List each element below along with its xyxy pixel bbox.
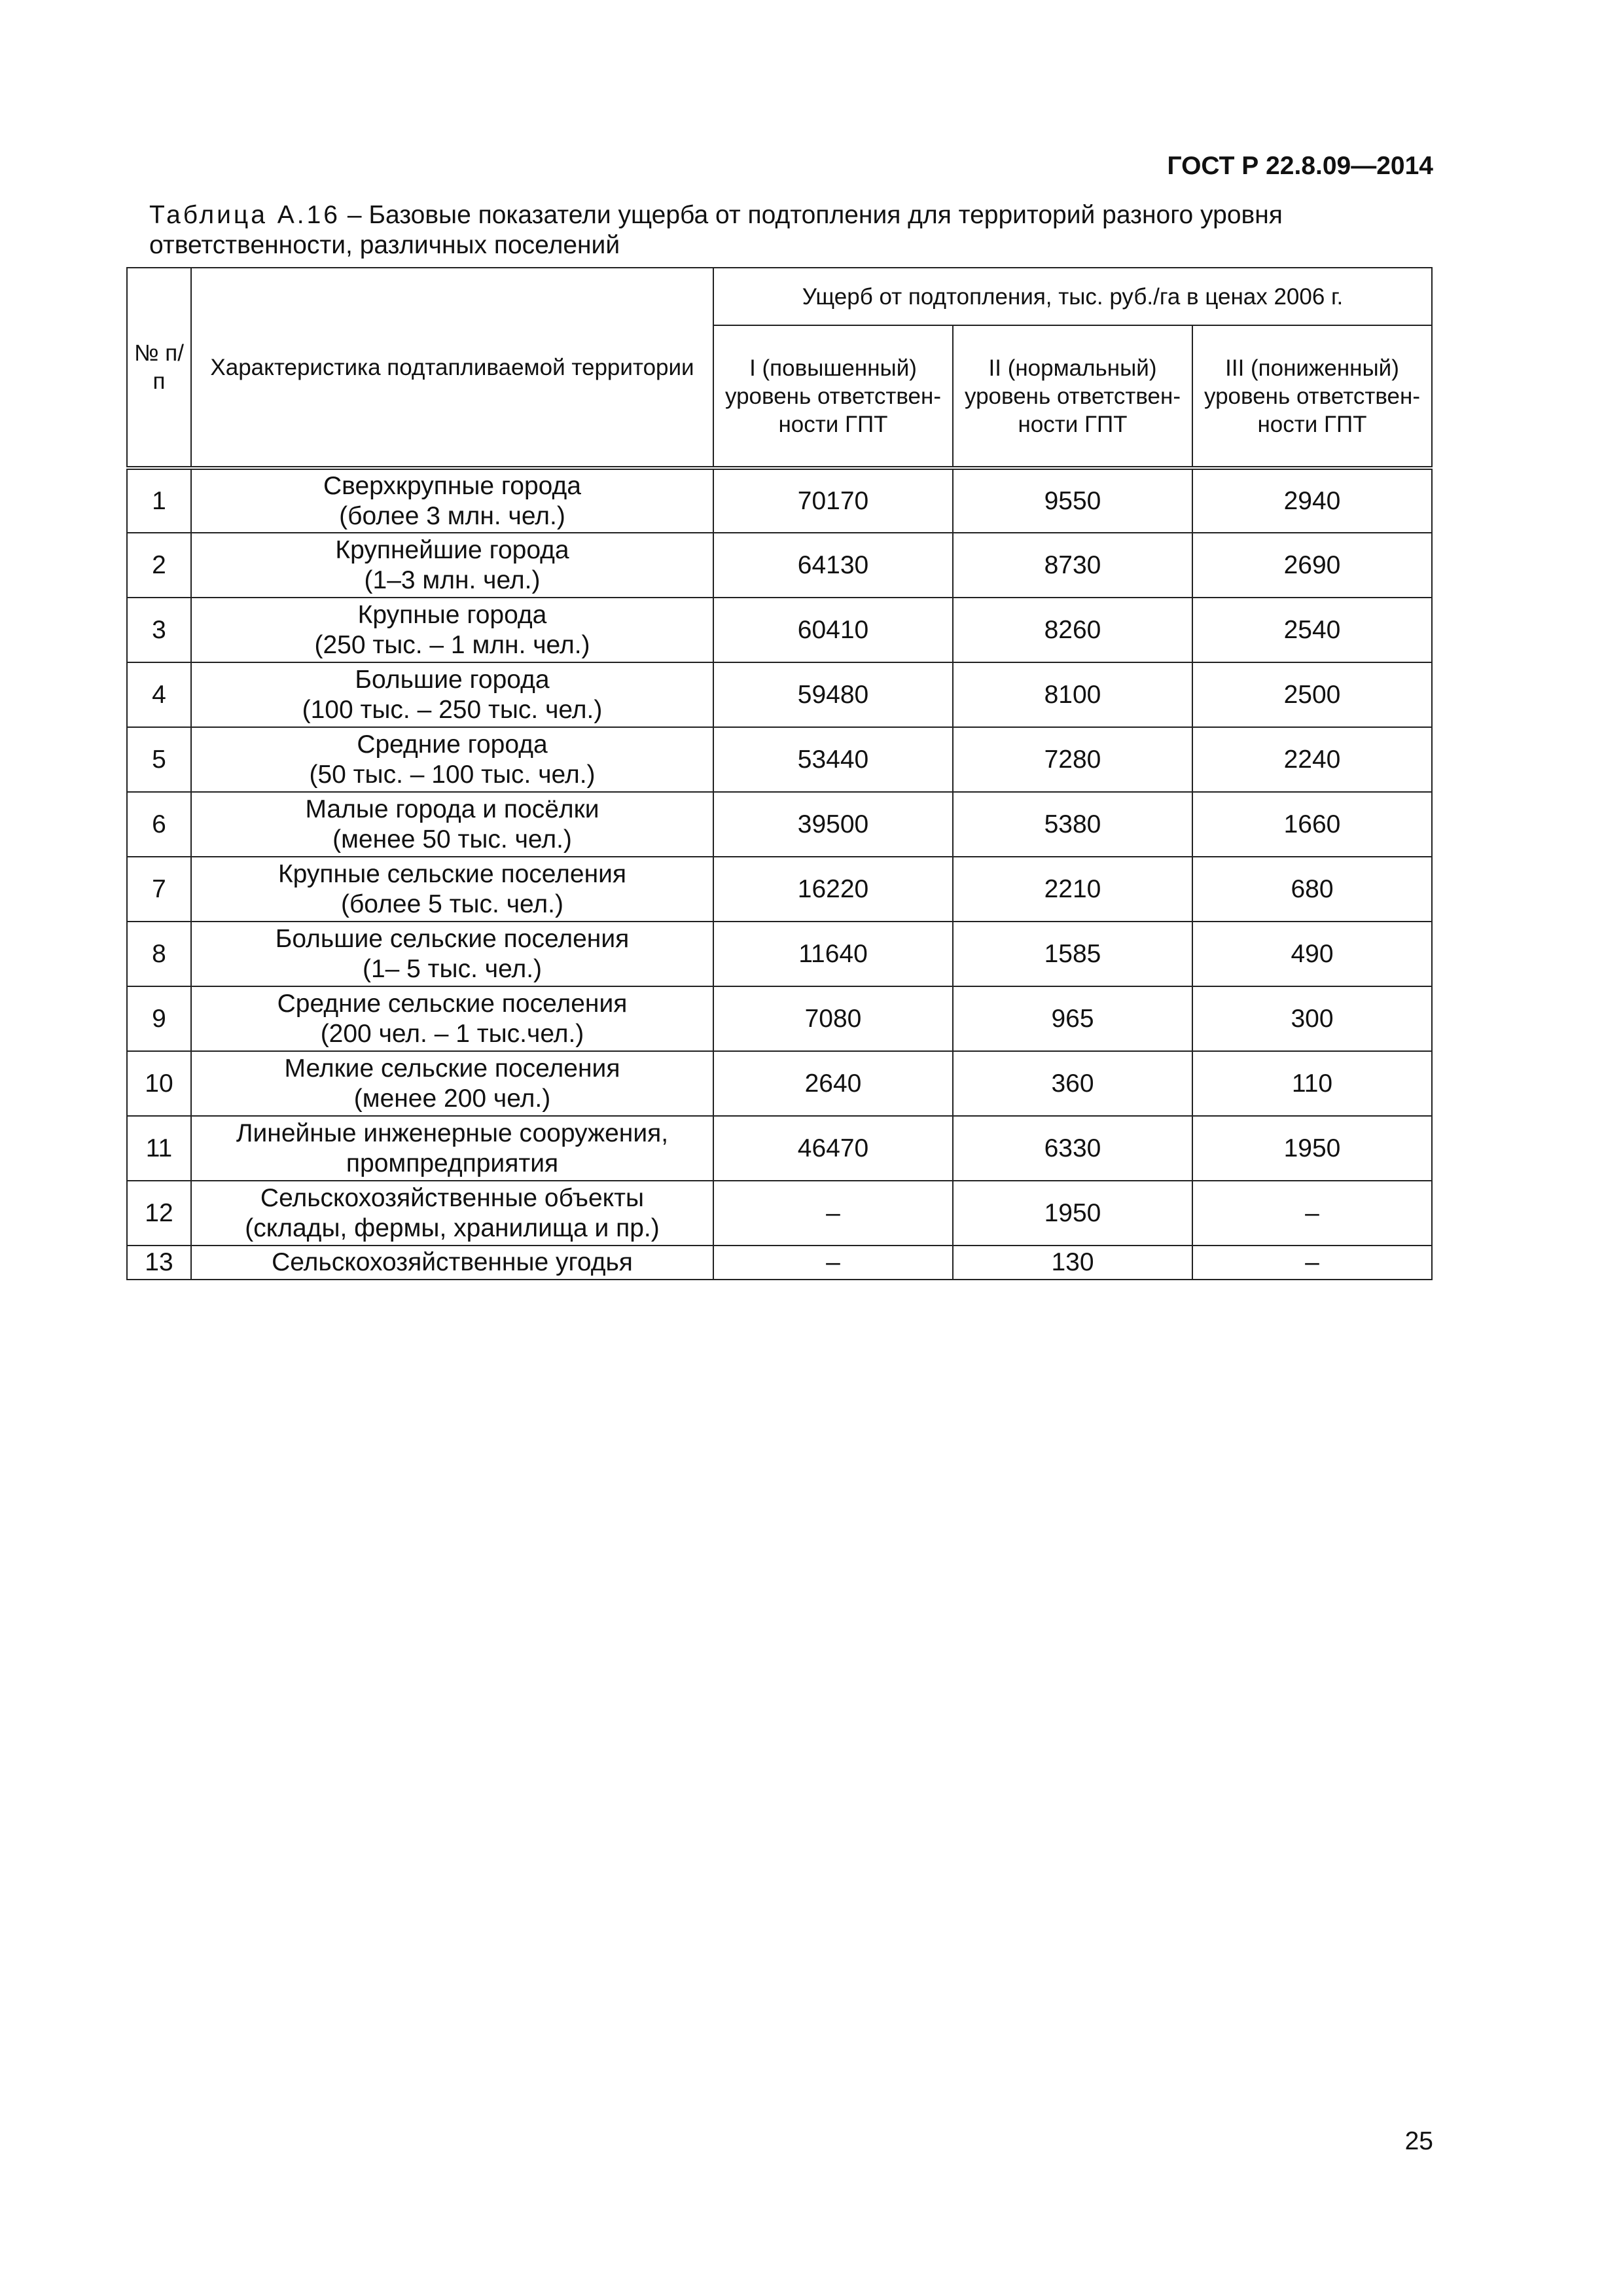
row-number: 7 [127,857,191,922]
row-number: 11 [127,1116,191,1181]
row-value-level-1: 46470 [713,1116,953,1181]
row-value-level-2: 8100 [953,662,1192,727]
table-row [127,468,1432,533]
row-number: 12 [127,1181,191,1246]
page-number: 25 [1404,2127,1433,2155]
row-value-level-2: 130 [953,1246,1192,1280]
row-number: 5 [127,727,191,792]
row-number: 2 [127,533,191,598]
table-row [127,1246,1432,1280]
table-row [127,857,1432,922]
row-number: 10 [127,1051,191,1116]
row-value-level-2: 8730 [953,533,1192,598]
row-value-level-1: 60410 [713,598,953,662]
table-caption-text: – Базовые показатели ущерба от подтопления для территорий разного уровня ответственности, различных поселений [149,201,1283,259]
row-number: 4 [127,662,191,727]
row-number: 9 [127,986,191,1051]
table-caption [149,200,1458,260]
table-row [127,727,1432,792]
row-characteristic: Крупные сельские поселения (более 5 тыс. чел.) [191,857,713,922]
row-value-level-3: 2540 [1192,598,1432,662]
row-number: 3 [127,598,191,662]
table-row [127,986,1432,1051]
row-value-level-3: 490 [1192,922,1432,986]
row-value-level-2: 2210 [953,857,1192,922]
row-value-level-2: 5380 [953,792,1192,857]
header-number: № п/ п [127,268,191,468]
row-characteristic: Мелкие сельские поселения (менее 200 чел.) [191,1051,713,1116]
table-row [127,1116,1432,1181]
row-value-level-3: 2940 [1192,468,1432,533]
table-row [127,662,1432,727]
row-number: 8 [127,922,191,986]
table-row [127,533,1432,598]
row-value-level-1: 39500 [713,792,953,857]
row-characteristic: Средние сельские поселения (200 чел. – 1 тыс.чел.) [191,986,713,1051]
table-row [127,922,1432,986]
header-level-1: I (повышенный) уровень ответствен-ности ГПТ [713,325,953,468]
row-value-level-2: 6330 [953,1116,1192,1181]
row-value-level-1: 53440 [713,727,953,792]
row-value-level-3: – [1192,1246,1432,1280]
row-value-level-2: 7280 [953,727,1192,792]
row-value-level-1: 64130 [713,533,953,598]
row-characteristic: Крупные города (250 тыс. – 1 млн. чел.) [191,598,713,662]
row-characteristic: Сельскохозяйственные объекты (склады, фермы, хранилища и пр.) [191,1181,713,1246]
document-id: ГОСТ Р 22.8.09—2014 [1167,152,1433,180]
header-damage-group: Ущерб от подтопления, тыс. руб./га в ценах 2006 г. [713,268,1432,325]
row-value-level-1: 59480 [713,662,953,727]
table-caption-label: Таблица А.16 [149,201,340,229]
row-value-level-1: 70170 [713,468,953,533]
row-value-level-3: 1660 [1192,792,1432,857]
row-value-level-2: 965 [953,986,1192,1051]
row-characteristic: Большие сельские поселения (1– 5 тыс. чел.) [191,922,713,986]
row-value-level-3: 110 [1192,1051,1432,1116]
row-number: 1 [127,468,191,533]
row-value-level-2: 9550 [953,468,1192,533]
row-characteristic: Сверхкрупные города (более 3 млн. чел.) [191,468,713,533]
row-value-level-3: – [1192,1181,1432,1246]
row-characteristic: Линейные инженерные сооружения, промпредприятия [191,1116,713,1181]
row-number: 6 [127,792,191,857]
table-row [127,1051,1432,1116]
row-characteristic: Крупнейшие города (1–3 млн. чел.) [191,533,713,598]
row-value-level-3: 1950 [1192,1116,1432,1181]
table-row [127,792,1432,857]
table-row [127,1181,1432,1246]
row-characteristic: Средние города (50 тыс. – 100 тыс. чел.) [191,727,713,792]
row-characteristic: Малые города и посёлки (менее 50 тыс. чел.) [191,792,713,857]
row-value-level-2: 360 [953,1051,1192,1116]
row-characteristic: Большие города (100 тыс. – 250 тыс. чел.) [191,662,713,727]
row-value-level-1: 7080 [713,986,953,1051]
row-value-level-1: – [713,1246,953,1280]
row-value-level-2: 8260 [953,598,1192,662]
row-value-level-2: 1950 [953,1181,1192,1246]
row-characteristic: Сельскохозяйственные угодья [191,1246,713,1280]
header-level-3: III (пониженный) уровень ответствен-ности ГПТ [1192,325,1432,468]
row-value-level-3: 2240 [1192,727,1432,792]
table-row [127,598,1432,662]
row-value-level-1: 2640 [713,1051,953,1116]
header-characteristic: Характеристика подтапливаемой территории [191,268,713,468]
row-value-level-1: 16220 [713,857,953,922]
damage-table [126,267,1433,1280]
row-value-level-3: 680 [1192,857,1432,922]
row-value-level-2: 1585 [953,922,1192,986]
row-value-level-1: – [713,1181,953,1246]
row-value-level-3: 300 [1192,986,1432,1051]
row-value-level-3: 2690 [1192,533,1432,598]
row-number: 13 [127,1246,191,1280]
row-value-level-3: 2500 [1192,662,1432,727]
row-value-level-1: 11640 [713,922,953,986]
header-level-2: II (нормальный) уровень ответствен-ности ГПТ [953,325,1192,468]
